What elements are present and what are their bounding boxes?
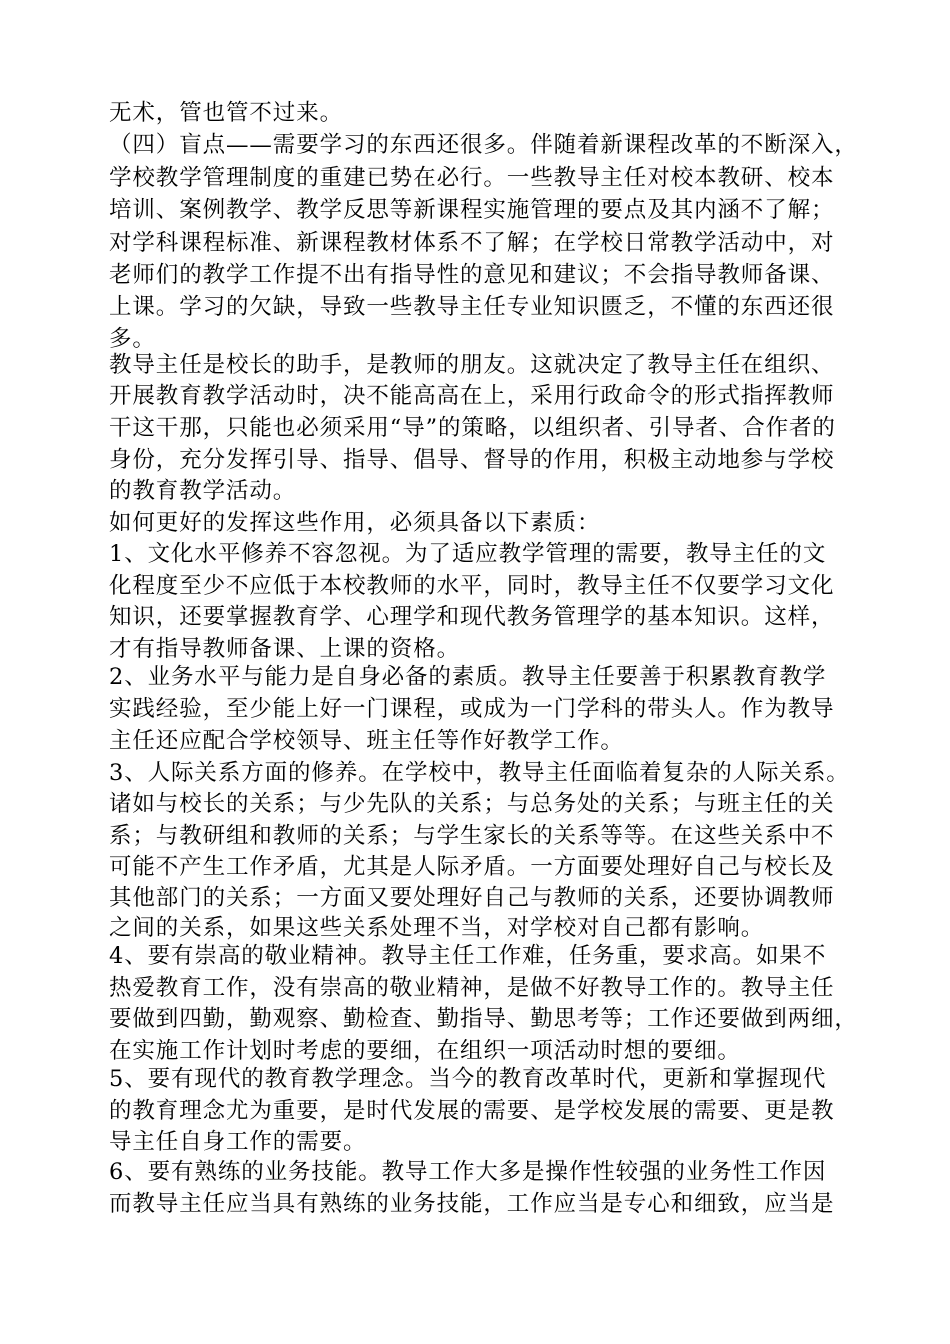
text-line: 2、业务水平与能力是自身必备的素质。教导主任要善于积累教育教学 (109, 664, 827, 690)
text-line: 导主任自身工作的需要。 (109, 1129, 367, 1155)
text-line: 开展教育教学活动时，决不能高高在上，采用行政命令的形式指挥教师 (109, 383, 835, 409)
text-line: 可能不产生工作矛盾，尤其是人际矛盾。一方面要处理好自己与校长及 (109, 854, 835, 880)
text-line: 热爱教育工作，没有崇高的敬业精神，是做不好教导工作的。教导主任 (109, 975, 835, 1001)
text-line: 1、文化水平修养不容忽视。为了适应教学管理的需要，教导主任的文 (109, 541, 827, 567)
text-line: 知识，还要掌握教育学、心理学和现代教务管理学的基本知识。这样， (109, 604, 835, 630)
text-line: 在实施工作计划时考虑的要细，在组织一项活动时想的要细。 (109, 1038, 741, 1064)
text-line: 实践经验，至少能上好一门课程，或成为一门学科的带头人。作为教导 (109, 696, 835, 722)
text-line: 干这干那，只能也必须采用“导”的策略，以组织者、引导者、合作者的 (109, 415, 836, 441)
text-line: 4、要有崇高的敬业精神。教导主任工作难，任务重，要求高。如果不 (109, 943, 827, 969)
text-line: 其他部门的关系；一方面又要处理好自己与教师的关系，还要协调教师 (109, 885, 835, 911)
text-line: 6、要有熟练的业务技能。教导工作大多是操作性较强的业务性工作因 (109, 1159, 827, 1185)
text-line: 主任还应配合学校领导、班主任等作好教学工作。 (109, 728, 624, 754)
text-line: 3、人际关系方面的修养。在学校中，教导主任面临着复杂的人际关系。 (109, 760, 850, 786)
text-line: 多。 (109, 326, 156, 352)
text-line: 培训、案例教学、教学反思等新课程实施管理的要点及其内涵不了解； (109, 197, 835, 223)
text-line: 诸如与校长的关系；与少先队的关系；与总务处的关系；与班主任的关 (109, 791, 835, 817)
text-line: 无术，管也管不过来。 (109, 100, 344, 126)
text-line: 教导主任是校长的助手，是教师的朋友。这就决定了教导主任在组织、 (109, 352, 835, 378)
text-line: 上课。学习的欠缺，导致一些教导主任专业知识匮乏，不懂的东西还很 (109, 294, 835, 320)
text-line: 而教导主任应当具有熟练的业务技能，工作应当是专心和细致，应当是 (109, 1191, 835, 1217)
text-line: 的教育理念尤为重要，是时代发展的需要、是学校发展的需要、更是教 (109, 1098, 835, 1124)
text-line: 5、要有现代的教育教学理念。当今的教育改革时代，更新和掌握现代 (109, 1066, 827, 1092)
text-line: 身份，充分发挥引导、指导、倡导、督导的作用，积极主动地参与学校 (109, 447, 835, 473)
text-line: 要做到四勤，勤观察、勤检查、勤指导、勤思考等；工作还要做到两细， (109, 1006, 858, 1032)
text-line: 才有指导教师备课、上课的资格。 (109, 636, 461, 662)
text-line: （四）盲点——需要学习的东西还很多。伴随着新课程改革的不断深入， (109, 132, 858, 158)
text-line: 学校教学管理制度的重建已势在必行。一些教导主任对校本教研、校本 (109, 165, 835, 191)
text-line: 的教育教学活动。 (109, 478, 297, 504)
text-line: 之间的关系，如果这些关系处理不当，对学校对自己都有影响。 (109, 915, 765, 941)
text-line: 化程度至少不应低于本校教师的水平，同时，教导主任不仅要学习文化 (109, 573, 835, 599)
text-line: 如何更好的发挥这些作用，必须具备以下素质： (109, 510, 601, 536)
text-line: 系；与教研组和教师的关系；与学生家长的关系等等。在这些关系中不 (109, 823, 835, 849)
text-line: 对学科课程标准、新课程教材体系不了解；在学校日常教学活动中，对 (109, 230, 835, 256)
text-line: 老师们的教学工作提不出有指导性的意见和建议；不会指导教师备课、 (109, 262, 835, 288)
